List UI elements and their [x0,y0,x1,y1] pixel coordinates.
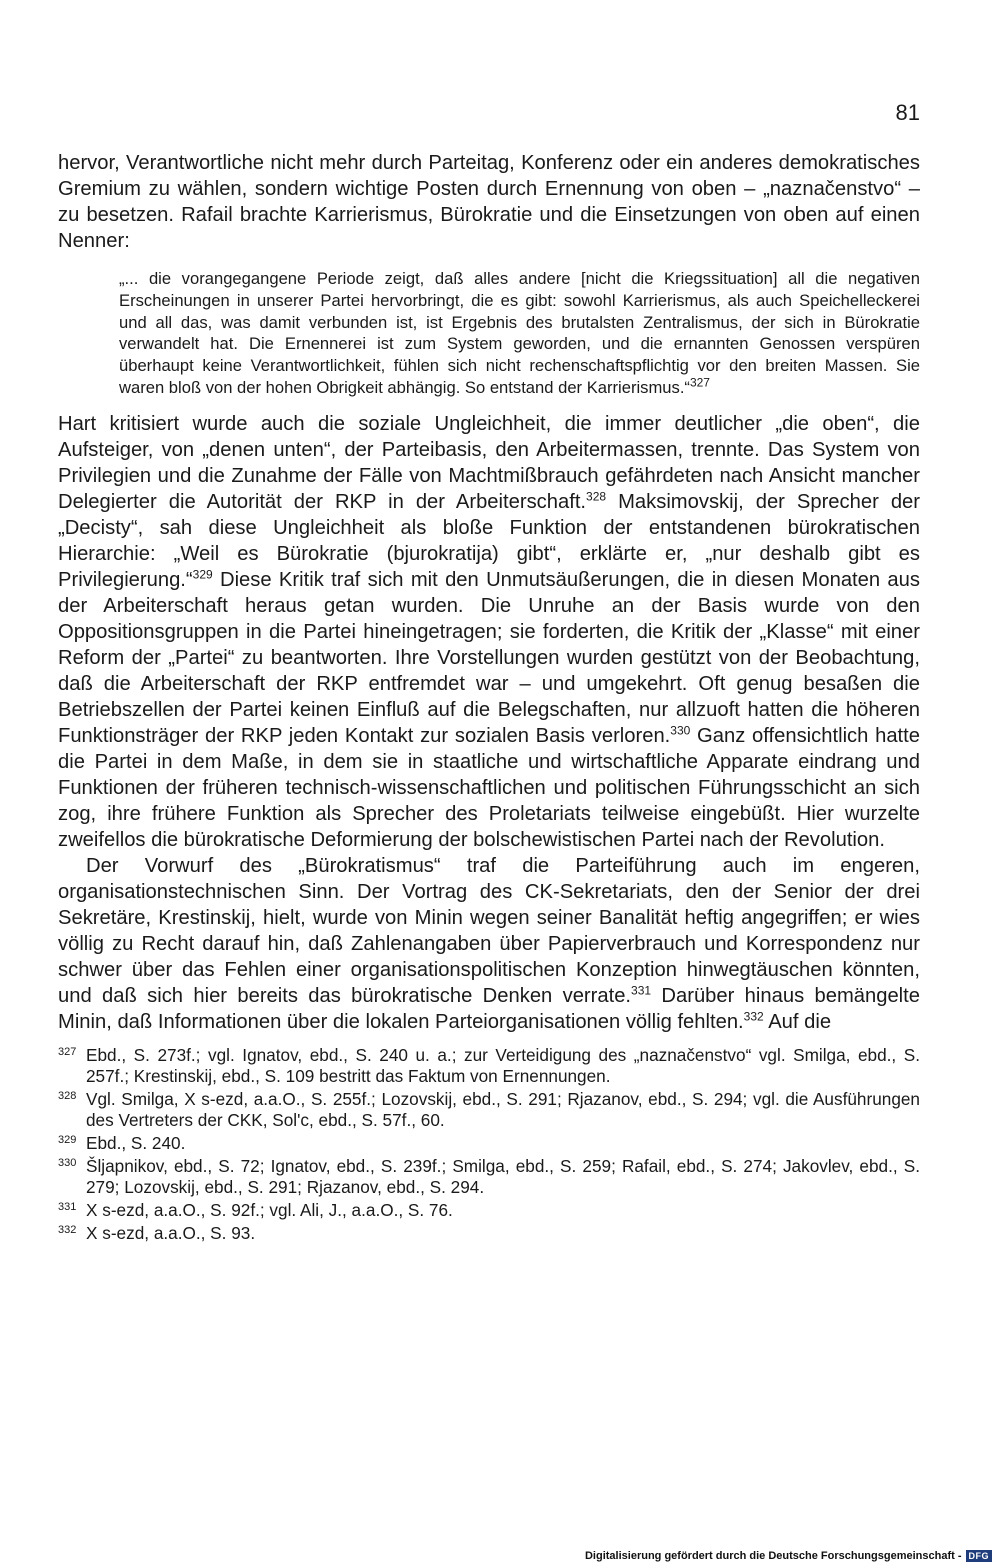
footnote [58,1223,920,1244]
page-body [58,150,920,1246]
footnote-number: 330 [58,1156,77,1169]
footnote-text: Ebd., S. 240. [86,1132,186,1153]
credit-text: Digitalisierung gefördert durch die Deutsche Forschungsgemeinschaft - [584,1550,962,1562]
footnotes [58,1045,920,1244]
footnote-text: X s-ezd, a.a.O., S. 93. [86,1222,256,1243]
footnote [58,1200,920,1221]
footnote-text: Šljapnikov, ebd., S. 72; Ignatov, ebd., S. 239f.; Smilga, ebd., S. 259; Rafail, ebd., S. 274; Jakovlev, ebd., S. 279; Lozovskij, ebd., S. 291; Rjazanov, ebd., S. 294. [86,1155,920,1197]
text-span: Darüber hinaus bemängelte Minin, daß Informationen über die lokalen Parteiorganisationen völlig fehlten. [58,984,921,1033]
footnote-text: Vgl. Smilga, X s-ezd, a.a.O., S. 255f.; Lozovskij, ebd., S. 291; Rjazanov, ebd., S. 294; vgl. die Ausführungen des Vertreters der CKK, Sol'c, ebd., S. 57f., 60. [86,1088,920,1130]
text-span: Hart kritisiert wurde auch die soziale Ungleichheit, die immer deutlicher „die oben“, die Aufsteiger, von „denen unten“, der Parteibasis, den Arbeitermassen, trennte. Das System von Privilegien und die Zunahme der Fälle von Machtmißbrauch gefährdeten nach Ansicht mancher Delegierter die Autorität der RKP in der Arbeiterschaft. [58,412,920,513]
text-span: Maksimovskij, der Sprecher der „Decisty“, sah diese Ungleichheit als bloße Funktion der entstandenen bürokratischen Hierarchie: „Weil es Bürokratie (bjurokratija) gibt“, erklärte er, „nur deshalb gibt es Privilegierung.“ [58,490,920,591]
footnote-ref[interactable]: 327 [689,375,710,390]
digitization-credit [585,1550,992,1562]
footnote [58,1045,920,1087]
footnote [58,1133,920,1154]
footnote-number: 331 [58,1200,77,1213]
footnote-number: 328 [58,1089,77,1102]
block-quote [119,268,920,399]
footnote-text: X s-ezd, a.a.O., S. 92f.; vgl. Ali, J., a.a.O., S. 76. [86,1199,453,1220]
footnote-ref[interactable]: 329 [192,567,213,582]
footnote [58,1156,920,1198]
dfg-logo-icon: DFG [966,1550,993,1562]
quote-text: „... die vorangegangene Periode zeigt, daß alles andere [nicht die Kriegssituation] all die negativen Erscheinungen in unserer Partei hervorbringt, die es gibt: sowohl Karrierismus, als auch Speichelleckerei und all das, was damit verbunden ist, ist Ergebnis des brutalsten Zentralismus, der sich in Bürokratie verwandelt hat. Die Ernennerei ist zum System geworden, und die ernannten Genossen verspüren überhaupt keine Verantwortlichkeit, fühlen sich nicht rechenschaftspflichtig vor den breiten Massen. Sie waren bloß von der hohen Obrigkeit abhängig. So entstand der Karrierismus.“ [119,269,920,397]
footnote-ref[interactable]: 330 [670,723,691,738]
footnote-ref[interactable]: 328 [586,489,607,504]
paragraph-1: hervor, Verantwortliche nicht mehr durch Parteitag, Konferenz oder ein anderes demokratisches Gremium zu wählen, sondern wichtige Posten durch Ernennung von oben – „naznačenstvo“ – zu besetzen. Rafail brachte Karrierismus, Bürokratie und die Einsetzungen von oben auf einen Nenner: [58,152,920,252]
text-span: Auf die [763,1010,832,1033]
text-span: Diese Kritik traf sich mit den Unmutsäußerungen, die in diesen Monaten aus der Arbeiterschaft heraus getan wurden. Die Unruhe an der Basis wurde von den Oppositionsgruppen in die Partei hineingetragen; sie forderten, die Kritik der „Klasse“ mit einer Reform der „Partei“ zu beantworten. Ihre Vorstellungen wurden gestützt von der Beobachtung, daß die Arbeiterschaft der RKP entfremdet war – und umgekehrt. Oft genug besaßen die Betriebszellen der Partei keinen Einfluß auf die Belegschaften, nur allzuoft hatten die höheren Funktionsträger der RKP jeden Kontakt zur sozialen Basis verloren. [58,568,920,747]
footnote [58,1089,920,1131]
text-span: Der Vorwurf des „Bürokratismus“ traf die Parteiführung auch im engeren, organisationstechnischen Sinn. Der Vortrag des CK-Sekretariats, den der Senior der drei Sekretäre, Krestinskij, hielt, wurde von Minin wegen seiner Banalität heftig angegriffen; er wies völlig zu Recht darauf hin, daß Zahlenangaben über Papierverbrauch und Korrespondenz nur schwer über das Fehlen einer organisationspolitischen Konzeption hinwegtäuschen könnten, und daß sich hier bereits das bürokratische Denken verrate. [58,854,920,1007]
footnote-ref[interactable]: 332 [743,1009,764,1024]
page-number: 81 [895,100,920,125]
paragraph-2 [58,411,920,853]
text-span: Ganz offensichtlich hatte die Partei in dem Maße, in dem sie in staatliche und wirtschaftliche Apparate eindrang und Funktionen der früheren technisch-wissenschaftlichen und politischen Führungsschicht an sich zog, ihre frühere Funktion als Sprecher des Proletariats teilweise eingebüßt. Hier wurzelte zweifellos die bürokratische Deformierung der bolschewistischen Partei nach der Revolution. [58,724,921,851]
footnote-ref[interactable]: 331 [631,983,652,998]
footnote-number: 327 [58,1045,77,1058]
paragraph-3 [58,853,920,1035]
footnote-text: Ebd., S. 273f.; vgl. Ignatov, ebd., S. 240 u. a.; zur Verteidigung des „naznačenstvo“ vgl. Smilga, ebd., S. 257f.; Krestinskij, ebd., S. 109 bestritt das Faktum von Ernennungen. [86,1044,920,1086]
footnote-number: 329 [58,1133,77,1146]
footnote-number: 332 [58,1223,77,1236]
